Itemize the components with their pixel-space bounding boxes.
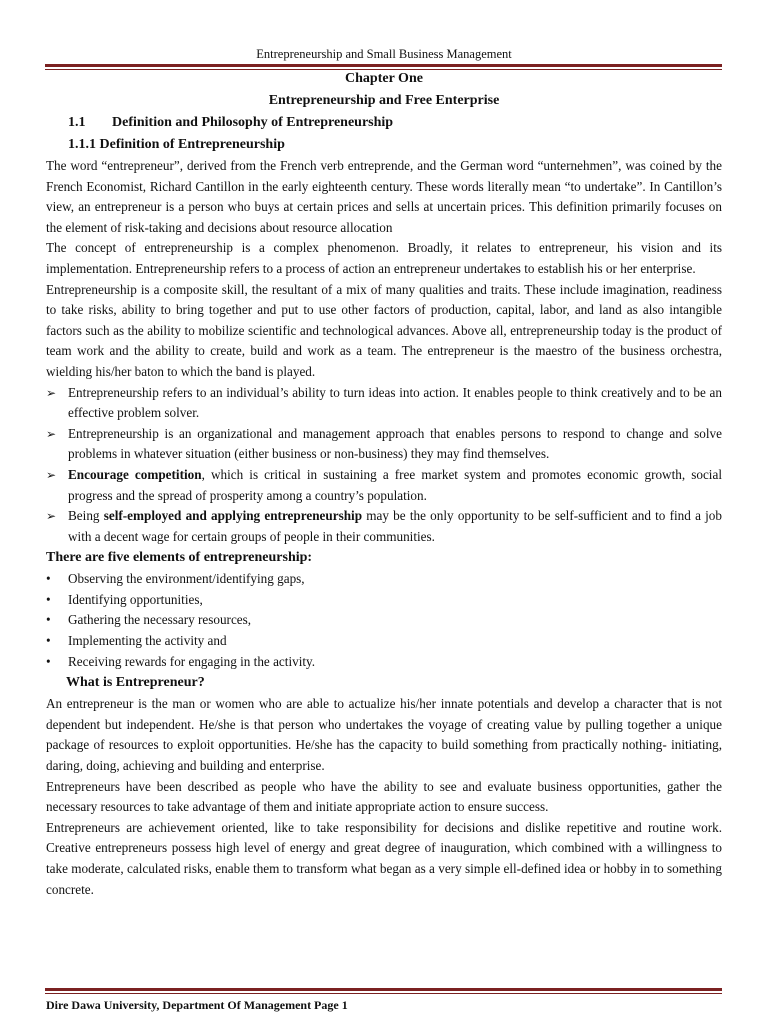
list-item: • Identifying opportunities, [46,590,722,611]
section-title: Definition and Philosophy of Entrepreneurship [112,115,394,130]
section-number: 1.1 [68,115,86,130]
paragraph: An entrepreneur is the man or women who are able to actualize his/her innate potentials and develop a character that is not dependent but independent. He/she is that person who undertakes the voyage of creating value by pulling together a unique package of resources to exploit opportunities. He/she has the capacity to build something from practically nothing- initiating, daring, doing, achieving and building and enterprise. [46,696,722,774]
arrow-bullet-icon: ➢ [46,467,57,482]
list-item: ➢ Being self-employed and applying entrepreneurship may be the only opportunity to be self-sufficient and to find a job with a decent wage for certain groups of people in their communities. [46,508,722,544]
list-item: • Observing the environment/identifying gaps, [46,569,722,590]
list-item: ➢ Entrepreneurship refers to an individual’s ability to turn ideas into action. It enables people to think creatively and to be an effective problem solver. [46,384,722,421]
list-item: ➢ Encourage competition, which is critical in sustaining a free market system and promotes economic growth, social progress and the spread of prosperity among a country’s population. [46,466,722,503]
subsection-heading: 1.1.1 Definition of Entrepreneurship [68,137,285,152]
entrepreneur-heading: What is Entrepreneur? [66,675,205,691]
list-item: • Implementing the activity and [46,631,722,652]
arrow-bullet-icon: ➢ [46,426,57,441]
elements-heading: There are five elements of entrepreneurship: [46,550,313,566]
chapter-title: Entrepreneurship and Free Enterprise [268,93,500,108]
paragraph: The concept of entrepreneurship is a complex phenomenon. Broadly, it relates to entrepreneur, his vision and its implementation. Entrepreneurship refers to a process of action an entrepreneur undertakes to establish his or her enterprise. [46,240,722,276]
page-body [46,68,722,900]
list-item: • Receiving rewards for engaging in the activity. [46,652,722,673]
footer-rule [45,988,722,994]
paragraph: Entrepreneurs are achievement oriented, like to take responsibility for decisions and dislike repetitive and routine work. Creative entrepreneurs possess high level of energy and great degree of inauguration, which combined with a willingness to take moderate, calculated risks, enable them to transform what began as a very simple ell-defined idea or hobby in to something concrete. [46,819,722,897]
elements-list [46,569,722,672]
arrow-bullet-icon: ➢ [46,509,57,524]
arrow-bullet-icon: ➢ [46,385,57,400]
list-item: • Gathering the necessary resources, [46,610,722,631]
paragraph: Entrepreneurship is a composite skill, the resultant of a mix of many qualities and traits. These include imagination, readiness to take risks, ability to bring together and put to use other factors of production, capital, labor, and land as also intangible factors such as the ability to mobilize scientific and technological advances. Above all, entrepreneurship today is the product of team work and the ability to create, build and work as a team. The entrepreneur is the maestro of the business orchestra, wielding his/her baton to which the band is played. [46,281,722,379]
bullet-icon: • [46,653,51,669]
section-heading [46,112,722,134]
bullet-icon: • [46,571,51,587]
paragraph: Entrepreneurs have been described as people who have the ability to see and evaluate business opportunities, gather the necessary resources to take advantage of them and initiate appropriate action to ensure success. [46,778,722,815]
running-header: Entrepreneurship and Small Business Management [256,47,512,61]
bullet-icon: • [46,591,51,607]
arrow-list [46,383,722,548]
list-item: ➢ Entrepreneurship is an organizational and management approach that enables persons to respond to change and solve problems in whatever situation (either business or non-business) they may find themselves. [46,425,722,462]
bullet-icon: • [46,633,51,649]
bullet-icon: • [46,612,51,628]
paragraph: The word “entrepreneur”, derived from the French verb entreprende, and the German word “unternehmen”, was coined by the French Economist, Richard Cantillon in the early eighteenth century. These words literally mean “to undertake”. In Cantillon’s view, an entrepreneur is a person who buys at certain prices and sells at uncertain prices. This definition primarily focuses on the element of risk-taking and decisions about resource allocation [46,158,722,235]
page-footer: Dire Dawa University, Department Of Management Page 1 [46,998,348,1012]
chapter-label: Chapter One [345,71,423,86]
